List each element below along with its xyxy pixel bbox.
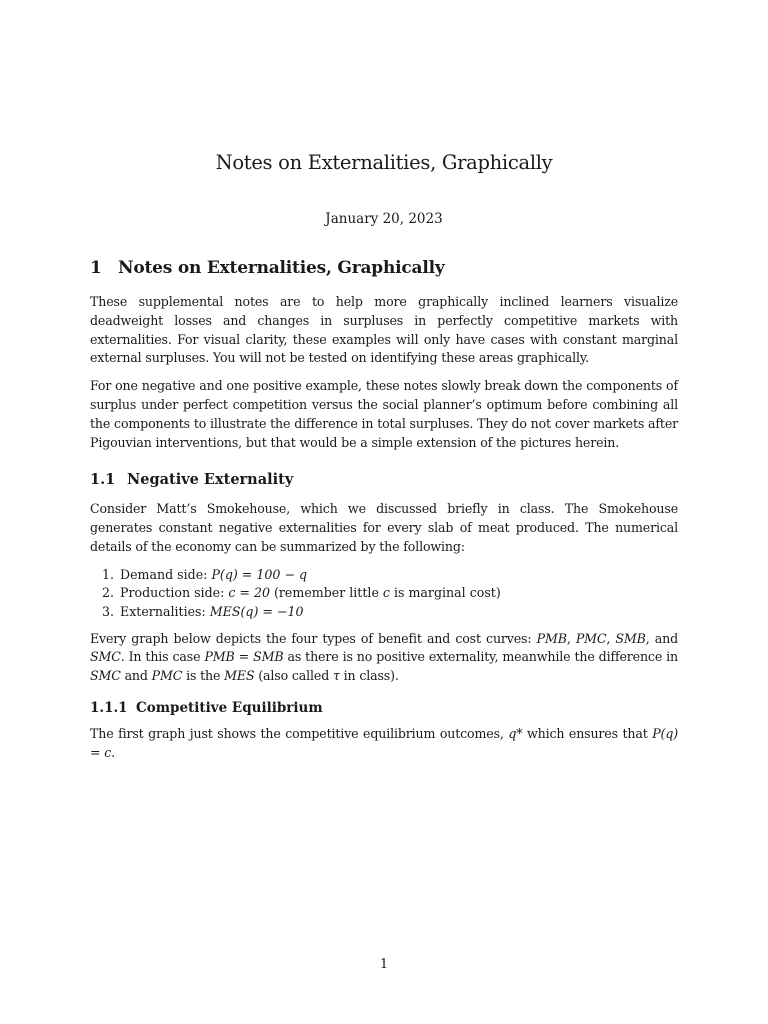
list-item: 3. Externalities: MES(q) = −10 <box>118 603 678 622</box>
demand-equation: P(q) = 100 − q <box>211 566 308 582</box>
externality-equation: MES(q) = −10 <box>209 603 304 619</box>
subsubsection-title: Competitive Equilibrium <box>136 699 323 716</box>
subsection-number: 1.1 <box>90 471 116 489</box>
page-number: 1 <box>379 957 389 972</box>
intro-paragraph-1: These supplemental notes are to help more graphically inclined learners visualize deadweight losses and changes in surpluses in perfectly competitive markets with externalities. For visual clarity, these examples will only have cases with constant marginal external surpluses. You will not be tested on identifying these areas graphically. <box>90 294 678 366</box>
subsubsection-heading <box>90 700 678 716</box>
competitive-equilibrium-paragraph: The first graph just shows the competitive equilibrium outcomes, q* which ensures that P(q) = c. <box>90 725 678 760</box>
document-date: January 20, 2023 <box>325 211 443 227</box>
economy-details-list <box>90 566 678 622</box>
list-item: 1. Demand side: P(q) = 100 − q <box>118 566 678 585</box>
intro-paragraph-2: For one negative and one positive example, these notes slowly break down the components of surplus under perfect competition versus the social planner’s optimum before combining all the components to illustrate the difference in total surpluses. They do not cover markets after Pigouvian interventions, but that would be a simple extension of the pictures herein. <box>90 378 678 450</box>
curves-paragraph: Every graph below depicts the four types of benefit and cost curves: PMB, PMC, SMB, and SMC. In this case PMB = SMB as there is no positive externality, meanwhile the difference in SMC and PMC is the MES (also called τ in class). <box>90 630 679 684</box>
list-item: 2. Production side: c = 20 (remember little c is marginal cost) <box>118 584 678 603</box>
subsection-title: Negative Externality <box>127 471 294 489</box>
document-body <box>90 258 678 772</box>
cost-equation: c = 20 <box>228 585 270 601</box>
negative-externality-paragraph: Consider Matt’s Smokehouse, which we discussed briefly in class. The Smokehouse generates constant negative externalities for every slab of meat produced. The numerical details of the economy can be summarized by the following: <box>90 501 678 554</box>
section-heading <box>90 258 678 278</box>
section-title: Notes on Externalities, Graphically <box>118 258 445 278</box>
document-title: Notes on Externalities, Graphically <box>215 151 553 174</box>
subsection-heading <box>90 471 678 488</box>
subsubsection-number: 1.1.1 <box>90 699 128 716</box>
section-number: 1 <box>90 258 102 278</box>
